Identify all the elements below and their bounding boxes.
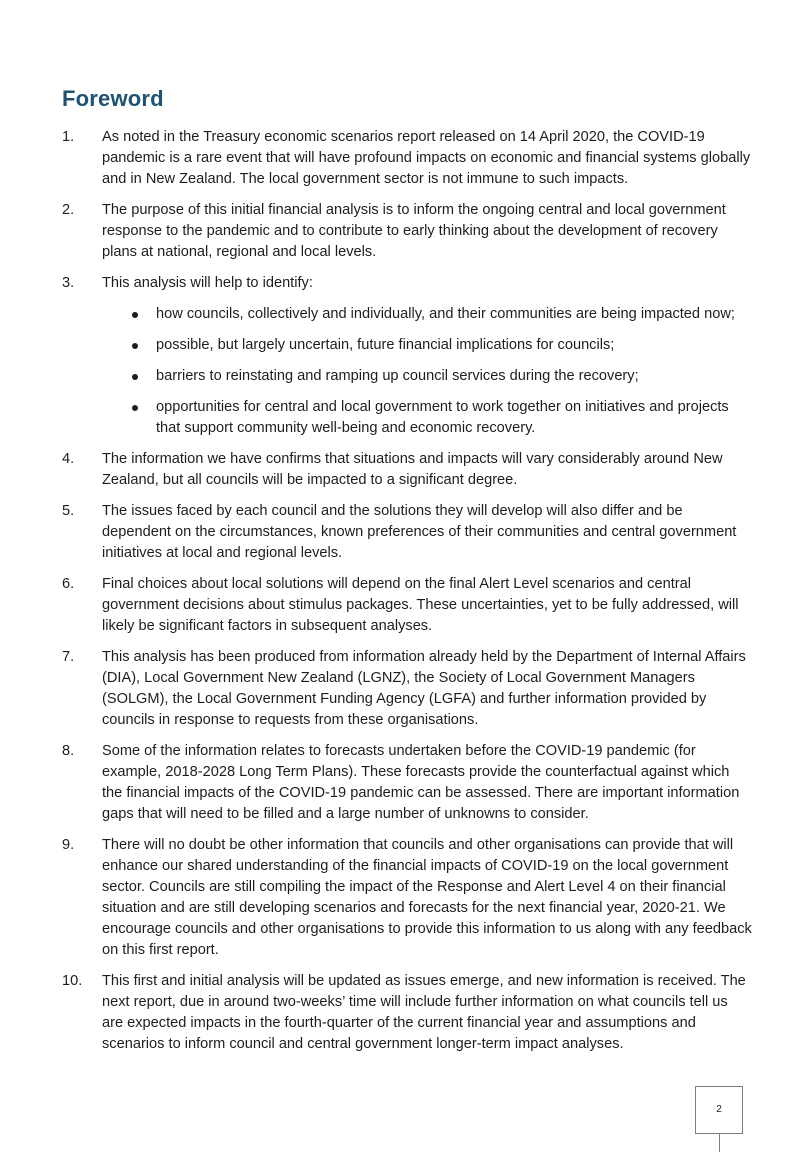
paragraph-number: 6.	[62, 576, 75, 592]
paragraph-number: 3.	[62, 275, 75, 291]
page-number: 2	[695, 1086, 743, 1134]
paragraph-8	[62, 741, 752, 825]
paragraph-text: The information we have confirms that situations and impacts will vary considerably around New Zealand, but all councils will be impacted to a significant degree.	[102, 451, 723, 488]
bullet-item	[62, 304, 752, 325]
bullet-text: how councils, collectively and individually, and their communities are being impacted now;	[156, 306, 735, 322]
bullet-item	[62, 397, 752, 439]
paragraph-text: The purpose of this initial financial analysis is to inform the ongoing central and local government response to the pandemic and to contribute to early thinking about the development of recovery plans at national, regional and local levels.	[102, 202, 726, 260]
page-title: Foreword	[62, 86, 164, 111]
paragraph-text: The issues faced by each council and the solutions they will develop will also differ and be dependent on the circumstances, known preferences of their communities and central government initiatives at local and regional levels.	[102, 503, 737, 561]
paragraph-2	[62, 200, 752, 263]
paragraph-6	[62, 574, 752, 637]
bullet-icon	[132, 312, 138, 318]
foreword-body	[62, 127, 752, 1065]
paragraph-text: Some of the information relates to forecasts undertaken before the COVID-19 pandemic (for example, 2018-2028 Long Term Plans). These forecasts provide the counterfactual against which the financial impacts of the COVID-19 pandemic can be assessed. There are important information gaps that will need to be filled and a large number of unknowns to consider.	[102, 743, 740, 822]
paragraph-3	[62, 273, 752, 294]
bullet-text: possible, but largely uncertain, future financial implications for councils;	[156, 337, 615, 353]
paragraph-10	[62, 971, 752, 1055]
bullet-icon	[132, 343, 138, 349]
bullet-text: opportunities for central and local government to work together on initiatives and projects that support community well-being and economic recovery.	[156, 399, 729, 436]
paragraph-1	[62, 127, 752, 190]
paragraph-text: Final choices about local solutions will depend on the final Alert Level scenarios and central government decisions about stimulus packages. These uncertainties, yet to be fully addressed, will likely be significant factors in subsequent analyses.	[102, 576, 739, 634]
paragraph-text: There will no doubt be other information that councils and other organisations can provide that will enhance our shared understanding of the financial impacts of COVID-19 on the local government sector. Councils are still compiling the impact of the Response and Alert Level 4 on their financial situation and are still developing scenarios and forecasts for the next financial year, 2020-21. We encourage councils and other organisations to provide this information to us along with any feedback on this first report.	[102, 837, 752, 958]
paragraph-text: This analysis will help to identify:	[102, 275, 313, 291]
bullet-icon	[132, 374, 138, 380]
page-number-stem	[719, 1134, 720, 1152]
paragraph-number: 8.	[62, 743, 75, 759]
bullet-list	[62, 304, 752, 439]
bullet-icon	[132, 405, 138, 411]
paragraph-7	[62, 647, 752, 731]
bullet-item	[62, 366, 752, 387]
paragraph-number: 4.	[62, 451, 75, 467]
paragraph-5	[62, 501, 752, 564]
paragraph-number: 10.	[62, 973, 83, 989]
paragraph-number: 2.	[62, 202, 75, 218]
paragraph-4	[62, 449, 752, 491]
paragraph-text: This first and initial analysis will be updated as issues emerge, and new information is received. The next report, due in around two-weeks’ time will include further information on what councils tell us are expected impacts in the fourth-quarter of the current financial year and assumptions and scenarios to inform council and central government longer-term impact analyses.	[102, 973, 746, 1052]
bullet-item	[62, 335, 752, 356]
paragraph-9	[62, 835, 752, 961]
paragraph-number: 1.	[62, 129, 75, 145]
paragraph-text: As noted in the Treasury economic scenarios report released on 14 April 2020, the COVID-19 pandemic is a rare event that will have profound impacts on economic and financial systems globally and in New Zealand. The local government sector is not immune to such impacts.	[102, 129, 751, 187]
paragraph-text: This analysis has been produced from information already held by the Department of Internal Affairs (DIA), Local Government New Zealand (LGNZ), the Society of Local Government Managers (SOLGM), the Local Government Funding Agency (LGFA) and further information provided by councils in response to requests from these organisations.	[102, 649, 746, 728]
paragraph-number: 5.	[62, 503, 75, 519]
paragraph-number: 7.	[62, 649, 75, 665]
bullet-text: barriers to reinstating and ramping up council services during the recovery;	[156, 368, 639, 384]
paragraph-number: 9.	[62, 837, 75, 853]
